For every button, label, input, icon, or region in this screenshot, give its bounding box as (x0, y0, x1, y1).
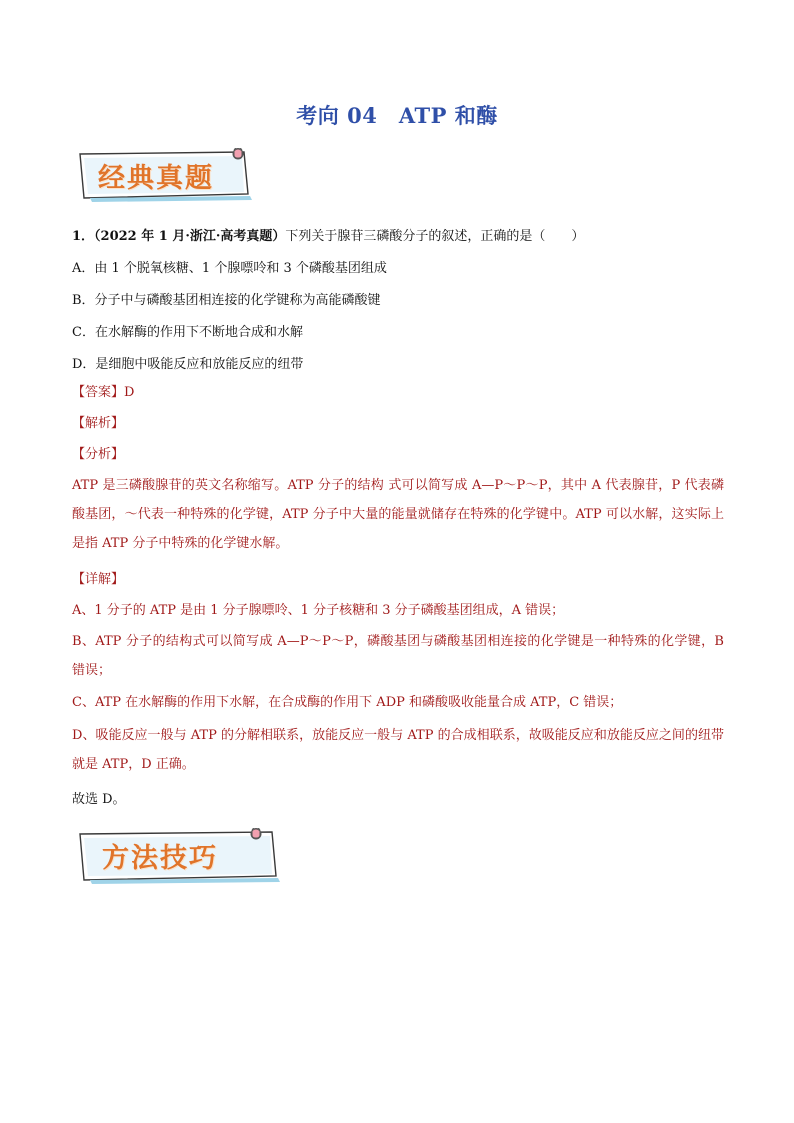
analysis-label: 【解析】 (72, 416, 125, 431)
section-banner-methods (76, 828, 286, 884)
question-stem-line (72, 227, 584, 247)
question-block (72, 227, 732, 387)
banner-title: 方法技巧 (102, 843, 218, 874)
option-d: D．是细胞中吸能反应和放能反应的纽带 (72, 357, 304, 372)
conclusion-block (72, 790, 732, 810)
page-title: 考向 04 ATP 和酶 (296, 103, 498, 128)
banner-title: 经典真题 (98, 163, 214, 194)
fenxi-label: 【分析】 (72, 447, 125, 462)
conclusion: 故选 D。 (72, 792, 126, 807)
answer-value: D (124, 385, 135, 400)
option-b: B．分子中与磷酸基团相连接的化学键称为高能磷酸键 (72, 293, 381, 308)
detail-a: A、1 分子的 ATP 是由 1 分子腺嘌呤、1 分子核糖和 3 分子磷酸基团组成，A 错误； (72, 603, 565, 618)
analysis-paragraph: ATP 是三磷酸腺苷的英文名称缩写。ATP 分子的结构 式可以简写成 A—P～P～P，其中 A 代表腺苷，P 代表磷酸基团，～代表一种特殊的化学键，ATP 分子中大量的能量就储存在特殊的化学键中。ATP 可以水解，这实际上是指 ATP 分子中特殊的化学键水解。 (72, 478, 724, 551)
question-stem: 下列关于腺苷三磷酸分子的叙述，正确的是（ ） (285, 229, 585, 244)
answer-block (72, 383, 732, 483)
detail-c: C、ATP 在水解酶的作用下水解，在合成酶的作用下 ADP 和磷酸吸收能量合成 ATP，C 错误； (72, 695, 623, 710)
detail-label: 【详解】 (72, 572, 125, 587)
question-number: 1． (72, 229, 95, 244)
answer-label: 【答案】 (72, 385, 125, 400)
question-source: （2022 年 1 月·浙江·高考真题） (94, 229, 286, 244)
answer-line (72, 383, 134, 403)
section-banner-classic (76, 148, 256, 204)
option-a: A．由 1 个脱氧核糖、1 个腺嘌呤和 3 个磷酸基团组成 (72, 261, 387, 276)
detail-d: D、吸能反应一般与 ATP 的分解相联系，放能反应一般与 ATP 的合成相联系，故吸能反应和放能反应之间的纽带就是 ATP，D 正确。 (72, 728, 724, 772)
detail-header (72, 570, 732, 590)
option-c: C．在水解酶的作用下不断地合成和水解 (72, 325, 303, 340)
detail-b: B、ATP 分子的结构式可以简写成 A—P～P～P，磷酸基团与磷酸基团相连接的化学键是一种特殊的化学键，B 错误； (72, 634, 724, 678)
